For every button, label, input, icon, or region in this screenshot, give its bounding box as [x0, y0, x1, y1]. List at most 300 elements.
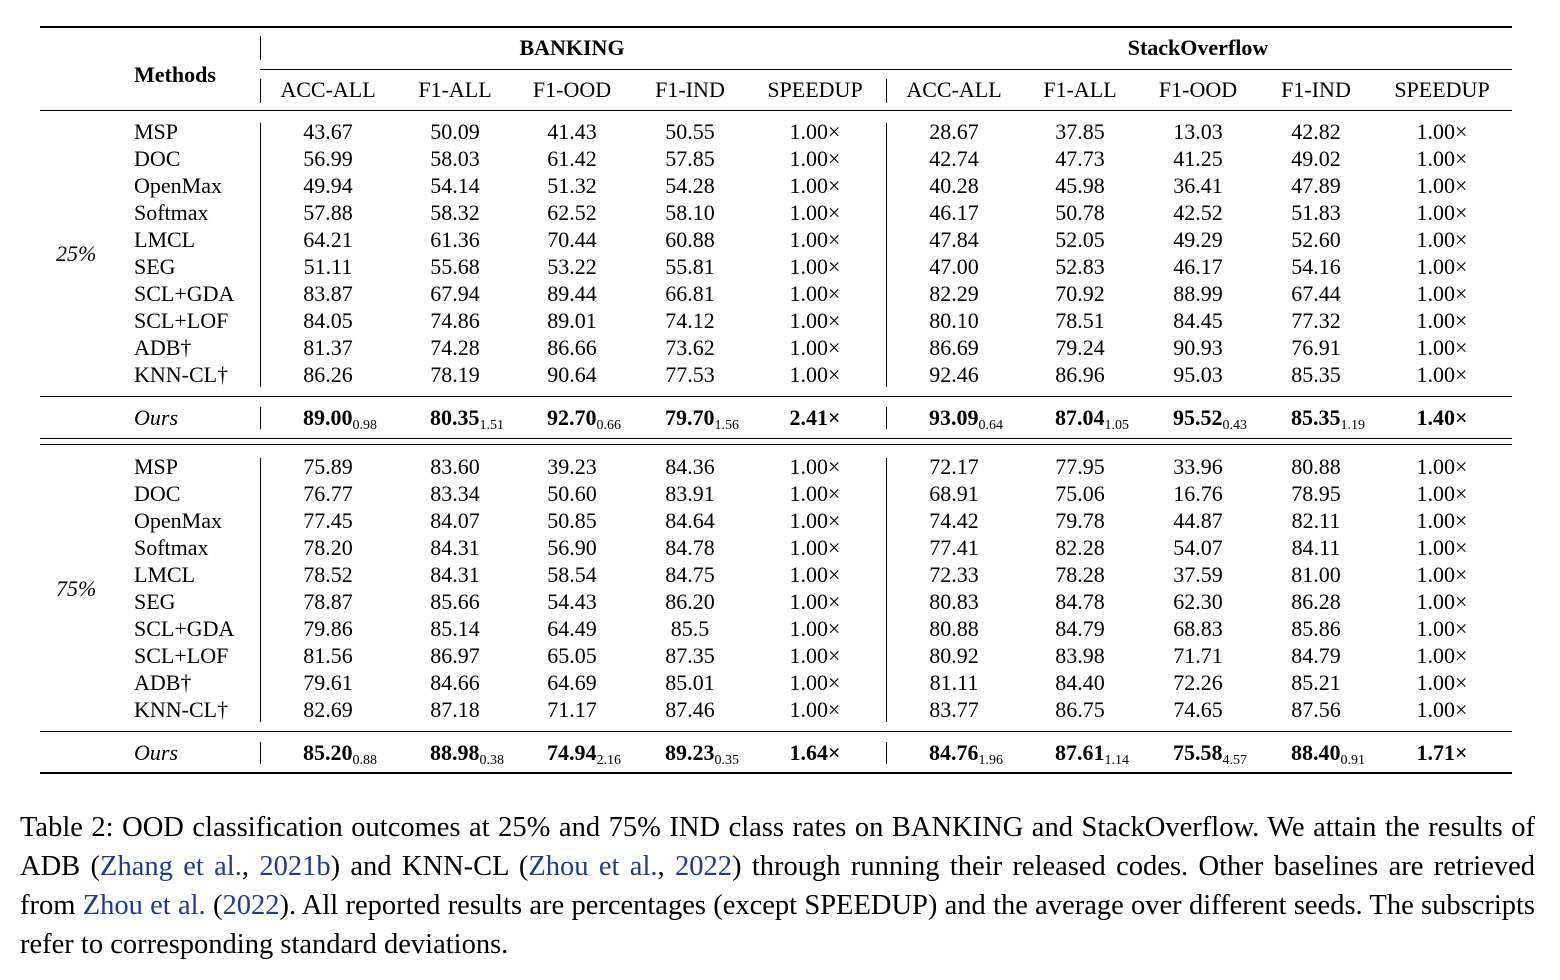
- method-name: MSP: [134, 454, 179, 479]
- vbar-banking-stack-header: [886, 79, 887, 103]
- rate-label: 75%: [56, 575, 97, 601]
- stackoverflow-group-header: StackOverflow: [1127, 35, 1269, 60]
- table-cell: 1.00×: [789, 454, 841, 479]
- table-cell: 87.18: [430, 697, 480, 722]
- caption-text: ,: [657, 851, 675, 882]
- table-cell: 1.00×: [1416, 643, 1468, 668]
- table-cell: 84.66: [430, 670, 480, 695]
- table-cell: 1.00×: [1416, 173, 1468, 198]
- table-cell: 57.85: [665, 146, 715, 171]
- table-cell: 1.00×: [789, 616, 841, 641]
- table-cell: 81.37: [303, 335, 353, 360]
- table-cell: 52.60: [1291, 227, 1341, 252]
- table-cell: 82.29: [929, 281, 979, 306]
- table-cell: 83.91: [665, 481, 715, 506]
- method-name-ours: Ours: [134, 740, 179, 765]
- ours-value: 84.76: [929, 740, 979, 765]
- ours-value: 85.20: [303, 740, 353, 765]
- ours-cell: [789, 740, 840, 766]
- table-cell: 73.62: [665, 335, 715, 360]
- ours-std-subscript: 0.88: [352, 753, 377, 768]
- table-cell: 1.00×: [789, 254, 841, 279]
- table-cell: 36.41: [1173, 173, 1223, 198]
- ours-value: 2.41×: [789, 405, 841, 430]
- ours-std-subscript: 4.57: [1222, 753, 1247, 768]
- ours-std-subscript: 0.35: [714, 753, 739, 768]
- table-cell: 84.79: [1055, 616, 1105, 641]
- table-cell: 83.34: [430, 481, 480, 506]
- method-name: SEG: [134, 254, 176, 279]
- header-group-underline: [260, 69, 1512, 70]
- table-cell: 78.87: [303, 589, 353, 614]
- table-cell: 72.17: [929, 454, 979, 479]
- table-cell: 60.88: [665, 227, 715, 252]
- method-name: KNN-CL†: [134, 362, 229, 387]
- table-cell: 57.88: [303, 200, 353, 225]
- table-cell: 51.11: [303, 254, 353, 279]
- table-cell: 16.76: [1173, 481, 1223, 506]
- ours-cell: [547, 740, 621, 766]
- ours-value: 79.70: [665, 405, 715, 430]
- table-cell: 47.89: [1291, 173, 1341, 198]
- table-cell: 1.00×: [1416, 227, 1468, 252]
- ours-std-subscript: 0.38: [479, 753, 504, 768]
- table-cell: 67.44: [1291, 281, 1341, 306]
- table-cell: 49.94: [303, 173, 353, 198]
- table-cell: 78.20: [303, 535, 353, 560]
- ours-cell: [303, 405, 377, 431]
- ours-cell: [547, 405, 621, 431]
- table-cell: 33.96: [1173, 454, 1223, 479]
- table-cell: 78.28: [1055, 562, 1105, 587]
- table-cell: 68.91: [929, 481, 979, 506]
- citation-link[interactable]: 2022: [222, 890, 280, 921]
- table-cell: 28.67: [929, 119, 979, 144]
- table-cell: 1.00×: [789, 146, 841, 171]
- ours-value: 89.00: [303, 405, 353, 430]
- ours-std-subscript: 1.14: [1104, 753, 1129, 768]
- header-bottom-rule: [40, 110, 1512, 111]
- ours-std-subscript: 0.98: [352, 418, 377, 433]
- method-name: KNN-CL†: [134, 697, 229, 722]
- caption-text: Table 2: OOD classification outcomes at 25% and 75% IND class rates on BANKING and StackOverflow. We attain the results of ADB (: [20, 812, 1535, 882]
- table-cell: 1.00×: [1416, 362, 1468, 387]
- table-cell: 77.45: [303, 508, 353, 533]
- table-cell: 40.28: [929, 173, 979, 198]
- table-cell: 85.01: [665, 670, 715, 695]
- ours-cell: [929, 405, 1003, 431]
- table-cell: 84.31: [430, 562, 480, 587]
- table-cell: 82.11: [1291, 508, 1341, 533]
- vbar-banking-stack-ours: [886, 742, 887, 764]
- ours-value: 75.58: [1173, 740, 1223, 765]
- table-cell: 54.07: [1173, 535, 1223, 560]
- table-cell: 84.75: [665, 562, 715, 587]
- table-cell: 1.00×: [789, 535, 841, 560]
- table-cell: 1.00×: [789, 308, 841, 333]
- method-name: SCL+GDA: [134, 281, 235, 306]
- ours-cell: [1416, 740, 1467, 766]
- table-cell: 82.69: [303, 697, 353, 722]
- ours-value: 1.71×: [1416, 740, 1468, 765]
- column-header-acc-all: ACC-ALL: [280, 77, 376, 102]
- table-cell: 77.95: [1055, 454, 1105, 479]
- table-cell: 1.00×: [789, 589, 841, 614]
- ours-std-subscript: 0.64: [978, 418, 1003, 433]
- table-cell: 39.23: [547, 454, 597, 479]
- citation-link[interactable]: 2021b: [259, 851, 331, 882]
- table-cell: 88.99: [1173, 281, 1223, 306]
- ours-value: 88.98: [430, 740, 480, 765]
- method-name: ADB†: [134, 670, 192, 695]
- ours-std-subscript: 2.16: [596, 753, 621, 768]
- column-header-f1-all: F1-ALL: [418, 77, 492, 102]
- table-cell: 84.45: [1173, 308, 1223, 333]
- method-name: SCL+LOF: [134, 308, 229, 333]
- table-cell: 84.78: [665, 535, 715, 560]
- ours-value: 92.70: [547, 405, 597, 430]
- table-cell: 1.00×: [789, 335, 841, 360]
- table-cell: 1.00×: [789, 173, 841, 198]
- table-cell: 54.16: [1291, 254, 1341, 279]
- ours-value: 80.35: [430, 405, 480, 430]
- ours-top-rule-75: [40, 731, 1512, 732]
- table-cell: 1.00×: [1416, 508, 1468, 533]
- ours-std-subscript: 0.43: [1222, 418, 1247, 433]
- column-header-f1-ind: F1-IND: [1281, 77, 1351, 102]
- ours-std-subscript: 0.66: [596, 418, 621, 433]
- method-name: OpenMax: [134, 173, 222, 198]
- table-cell: 52.83: [1055, 254, 1105, 279]
- table-cell: 80.88: [1291, 454, 1341, 479]
- table-cell: 71.71: [1173, 643, 1223, 668]
- citation-link[interactable]: Zhou et al.: [528, 851, 658, 882]
- table-cell: 80.83: [929, 589, 979, 614]
- table-cell: 85.66: [430, 589, 480, 614]
- top-rule: [40, 26, 1512, 28]
- table-cell: 89.01: [547, 308, 597, 333]
- table-cell: 1.00×: [1416, 119, 1468, 144]
- table-cell: 74.12: [665, 308, 715, 333]
- ours-std-subscript: 1.51: [479, 418, 504, 433]
- ours-cell: [665, 740, 739, 766]
- table-cell: 84.31: [430, 535, 480, 560]
- table-caption: [20, 808, 1535, 964]
- table-cell: 76.77: [303, 481, 353, 506]
- table-cell: 1.00×: [1416, 562, 1468, 587]
- table-cell: 54.28: [665, 173, 715, 198]
- table-cell: 72.33: [929, 562, 979, 587]
- rate-label: 25%: [56, 240, 97, 266]
- table-cell: 81.11: [929, 670, 979, 695]
- method-name: MSP: [134, 119, 179, 144]
- ours-cell: [303, 740, 377, 766]
- method-name-ours: Ours: [134, 405, 179, 430]
- table-cell: 50.55: [665, 119, 715, 144]
- method-name: OpenMax: [134, 508, 222, 533]
- table-cell: 46.17: [1173, 254, 1223, 279]
- table-cell: 78.19: [430, 362, 480, 387]
- ours-value: 93.09: [929, 405, 979, 430]
- vbar-banking-stack-block: [886, 458, 887, 722]
- table-cell: 64.21: [303, 227, 353, 252]
- table-cell: 1.00×: [789, 643, 841, 668]
- table-cell: 84.78: [1055, 589, 1105, 614]
- table-cell: 81.56: [303, 643, 353, 668]
- block-separator-rule-b: [40, 444, 1512, 445]
- table-cell: 70.44: [547, 227, 597, 252]
- vbar-methods-ours: [260, 407, 261, 429]
- table-cell: 1.00×: [1416, 254, 1468, 279]
- table-cell: 47.00: [929, 254, 979, 279]
- table-cell: 50.09: [430, 119, 480, 144]
- bottom-rule: [40, 772, 1512, 774]
- table-cell: 76.91: [1291, 335, 1341, 360]
- caption-text: ). All reported results are percentages (except SPEEDUP) and the average over different seeds. The subscripts refer to corresponding standard deviations.: [20, 890, 1536, 960]
- table-cell: 1.00×: [789, 362, 841, 387]
- caption-text: ) and KNN-CL (: [330, 851, 529, 882]
- table-cell: 43.67: [303, 119, 353, 144]
- caption-text: ,: [241, 851, 260, 882]
- table-cell: 79.61: [303, 670, 353, 695]
- table-cell: 58.10: [665, 200, 715, 225]
- table-cell: 64.49: [547, 616, 597, 641]
- table-cell: 61.42: [547, 146, 597, 171]
- table-cell: 83.98: [1055, 643, 1105, 668]
- table-cell: 87.56: [1291, 697, 1341, 722]
- table-cell: 55.68: [430, 254, 480, 279]
- table-cell: 1.00×: [1416, 697, 1468, 722]
- table-cell: 84.64: [665, 508, 715, 533]
- table-cell: 58.32: [430, 200, 480, 225]
- table-cell: 50.78: [1055, 200, 1105, 225]
- table-cell: 78.51: [1055, 308, 1105, 333]
- vbar-methods-block: [260, 123, 261, 387]
- table-cell: 56.90: [547, 535, 597, 560]
- table-cell: 84.11: [1291, 535, 1341, 560]
- table-cell: 85.35: [1291, 362, 1341, 387]
- method-name: SEG: [134, 589, 176, 614]
- table-cell: 1.00×: [1416, 670, 1468, 695]
- method-name: LMCL: [134, 562, 196, 587]
- method-name: SCL+GDA: [134, 616, 235, 641]
- table-cell: 74.28: [430, 335, 480, 360]
- table-cell: 92.46: [929, 362, 979, 387]
- table-cell: 51.83: [1291, 200, 1341, 225]
- vbar-banking-stack-block: [886, 123, 887, 387]
- table-cell: 79.78: [1055, 508, 1105, 533]
- table-cell: 1.00×: [789, 670, 841, 695]
- vbar-banking-stack-ours: [886, 407, 887, 429]
- caption-text: ) through running their released codes. Other baselines are retrieved from: [20, 851, 1536, 921]
- table-cell: 1.00×: [789, 697, 841, 722]
- ours-value: 87.61: [1055, 740, 1105, 765]
- method-name: LMCL: [134, 227, 196, 252]
- table-cell: 58.54: [547, 562, 597, 587]
- table-cell: 84.79: [1291, 643, 1341, 668]
- table-cell: 56.99: [303, 146, 353, 171]
- banking-group-header: BANKING: [519, 35, 625, 60]
- vbar-methods-ours: [260, 742, 261, 764]
- table-cell: 85.86: [1291, 616, 1341, 641]
- table-cell: 1.00×: [1416, 535, 1468, 560]
- method-name: Softmax: [134, 200, 209, 225]
- table-cell: 87.46: [665, 697, 715, 722]
- ours-std-subscript: 0.91: [1340, 753, 1365, 768]
- ours-std-subscript: 1.19: [1340, 418, 1365, 433]
- ours-cell: [1173, 405, 1247, 431]
- ours-cell: [1055, 405, 1129, 431]
- table-cell: 46.17: [929, 200, 979, 225]
- table-cell: 81.00: [1291, 562, 1341, 587]
- column-header-f1-ood: F1-OOD: [1158, 77, 1238, 102]
- table-cell: 83.60: [430, 454, 480, 479]
- column-header-speedup: SPEEDUP: [1394, 77, 1490, 102]
- table-cell: 90.64: [547, 362, 597, 387]
- citation-link[interactable]: Zhou et al.: [82, 890, 206, 921]
- table-cell: 61.36: [430, 227, 480, 252]
- ours-value: 88.40: [1291, 740, 1341, 765]
- column-header-acc-all: ACC-ALL: [906, 77, 1002, 102]
- table-cell: 1.00×: [789, 281, 841, 306]
- table-cell: 64.69: [547, 670, 597, 695]
- ours-std-subscript: 1.56: [714, 418, 739, 433]
- table-cell: 47.73: [1055, 146, 1105, 171]
- ours-value: 74.94: [547, 740, 597, 765]
- ours-cell: [1291, 740, 1365, 766]
- table-cell: 74.65: [1173, 697, 1223, 722]
- table-cell: 65.05: [547, 643, 597, 668]
- table-cell: 86.75: [1055, 697, 1105, 722]
- vbar-methods-header-2: [260, 79, 261, 103]
- ours-value: 87.04: [1055, 405, 1105, 430]
- table-cell: 89.44: [547, 281, 597, 306]
- table-cell: 68.83: [1173, 616, 1223, 641]
- table-cell: 52.05: [1055, 227, 1105, 252]
- table-cell: 90.93: [1173, 335, 1223, 360]
- citation-link[interactable]: Zhang et al.: [100, 851, 242, 882]
- table-cell: 1.00×: [1416, 454, 1468, 479]
- table-cell: 42.82: [1291, 119, 1341, 144]
- table-cell: 13.03: [1173, 119, 1223, 144]
- ours-value: 1.40×: [1416, 405, 1468, 430]
- ours-cell: [789, 405, 840, 431]
- table-cell: 78.52: [303, 562, 353, 587]
- column-header-f1-ood: F1-OOD: [532, 77, 612, 102]
- methods-header: Methods: [134, 62, 216, 87]
- method-name: ADB†: [134, 335, 192, 360]
- citation-link[interactable]: 2022: [674, 851, 732, 882]
- table-cell: 1.00×: [1416, 589, 1468, 614]
- table-cell: 77.53: [665, 362, 715, 387]
- table-cell: 62.30: [1173, 589, 1223, 614]
- table-cell: 42.52: [1173, 200, 1223, 225]
- ours-cell: [1173, 740, 1247, 766]
- table-cell: 86.20: [665, 589, 715, 614]
- table-cell: 82.28: [1055, 535, 1105, 560]
- table-cell: 1.00×: [1416, 481, 1468, 506]
- table-cell: 49.29: [1173, 227, 1223, 252]
- table-cell: 86.97: [430, 643, 480, 668]
- table-cell: 86.66: [547, 335, 597, 360]
- table-cell: 86.69: [929, 335, 979, 360]
- vbar-methods-block: [260, 458, 261, 722]
- table-cell: 84.36: [665, 454, 715, 479]
- table-cell: 85.5: [670, 616, 710, 641]
- table-cell: 37.59: [1173, 562, 1223, 587]
- table-cell: 1.00×: [789, 200, 841, 225]
- table-cell: 70.92: [1055, 281, 1105, 306]
- block-separator-rule-a: [40, 438, 1512, 439]
- table-cell: 53.22: [547, 254, 597, 279]
- table-cell: 85.21: [1291, 670, 1341, 695]
- table-cell: 85.14: [430, 616, 480, 641]
- table-cell: 86.96: [1055, 362, 1105, 387]
- ours-std-subscript: 1.96: [978, 753, 1003, 768]
- ours-value: 1.64×: [789, 740, 841, 765]
- table-cell: 55.81: [665, 254, 715, 279]
- table-cell: 75.06: [1055, 481, 1105, 506]
- table-cell: 44.87: [1173, 508, 1223, 533]
- ours-std-subscript: 1.05: [1104, 418, 1129, 433]
- table-cell: 71.17: [547, 697, 597, 722]
- table-cell: 66.81: [665, 281, 715, 306]
- ours-cell: [1416, 405, 1467, 431]
- table-cell: 1.00×: [789, 119, 841, 144]
- column-header-speedup: SPEEDUP: [767, 77, 863, 102]
- table-cell: 1.00×: [789, 227, 841, 252]
- table-cell: 41.43: [547, 119, 597, 144]
- table-cell: 1.00×: [1416, 308, 1468, 333]
- table-cell: 80.92: [929, 643, 979, 668]
- ours-value: 89.23: [665, 740, 715, 765]
- table-cell: 54.43: [547, 589, 597, 614]
- table-cell: 79.24: [1055, 335, 1105, 360]
- table-cell: 1.00×: [1416, 616, 1468, 641]
- table-cell: 78.95: [1291, 481, 1341, 506]
- ours-cell: [665, 405, 739, 431]
- ours-cell: [430, 740, 504, 766]
- method-name: SCL+LOF: [134, 643, 229, 668]
- table-cell: 42.74: [929, 146, 979, 171]
- table-cell: 62.52: [547, 200, 597, 225]
- table-cell: 1.00×: [1416, 146, 1468, 171]
- table-cell: 1.00×: [789, 481, 841, 506]
- table-cell: 47.84: [929, 227, 979, 252]
- table-cell: 80.10: [929, 308, 979, 333]
- method-name: Softmax: [134, 535, 209, 560]
- table-cell: 72.26: [1173, 670, 1223, 695]
- method-name: DOC: [134, 146, 181, 171]
- ours-value: 95.52: [1173, 405, 1223, 430]
- table-cell: 77.41: [929, 535, 979, 560]
- table-cell: 1.00×: [789, 508, 841, 533]
- table-cell: 49.02: [1291, 146, 1341, 171]
- table-cell: 45.98: [1055, 173, 1105, 198]
- ours-value: 85.35: [1291, 405, 1341, 430]
- table-cell: 67.94: [430, 281, 480, 306]
- table-cell: 37.85: [1055, 119, 1105, 144]
- table-cell: 84.40: [1055, 670, 1105, 695]
- table-cell: 41.25: [1173, 146, 1223, 171]
- table-cell: 83.77: [929, 697, 979, 722]
- table-cell: 86.28: [1291, 589, 1341, 614]
- ours-cell: [1291, 405, 1365, 431]
- table-cell: 87.35: [665, 643, 715, 668]
- table-cell: 84.07: [430, 508, 480, 533]
- table-cell: 1.00×: [1416, 335, 1468, 360]
- table-cell: 79.86: [303, 616, 353, 641]
